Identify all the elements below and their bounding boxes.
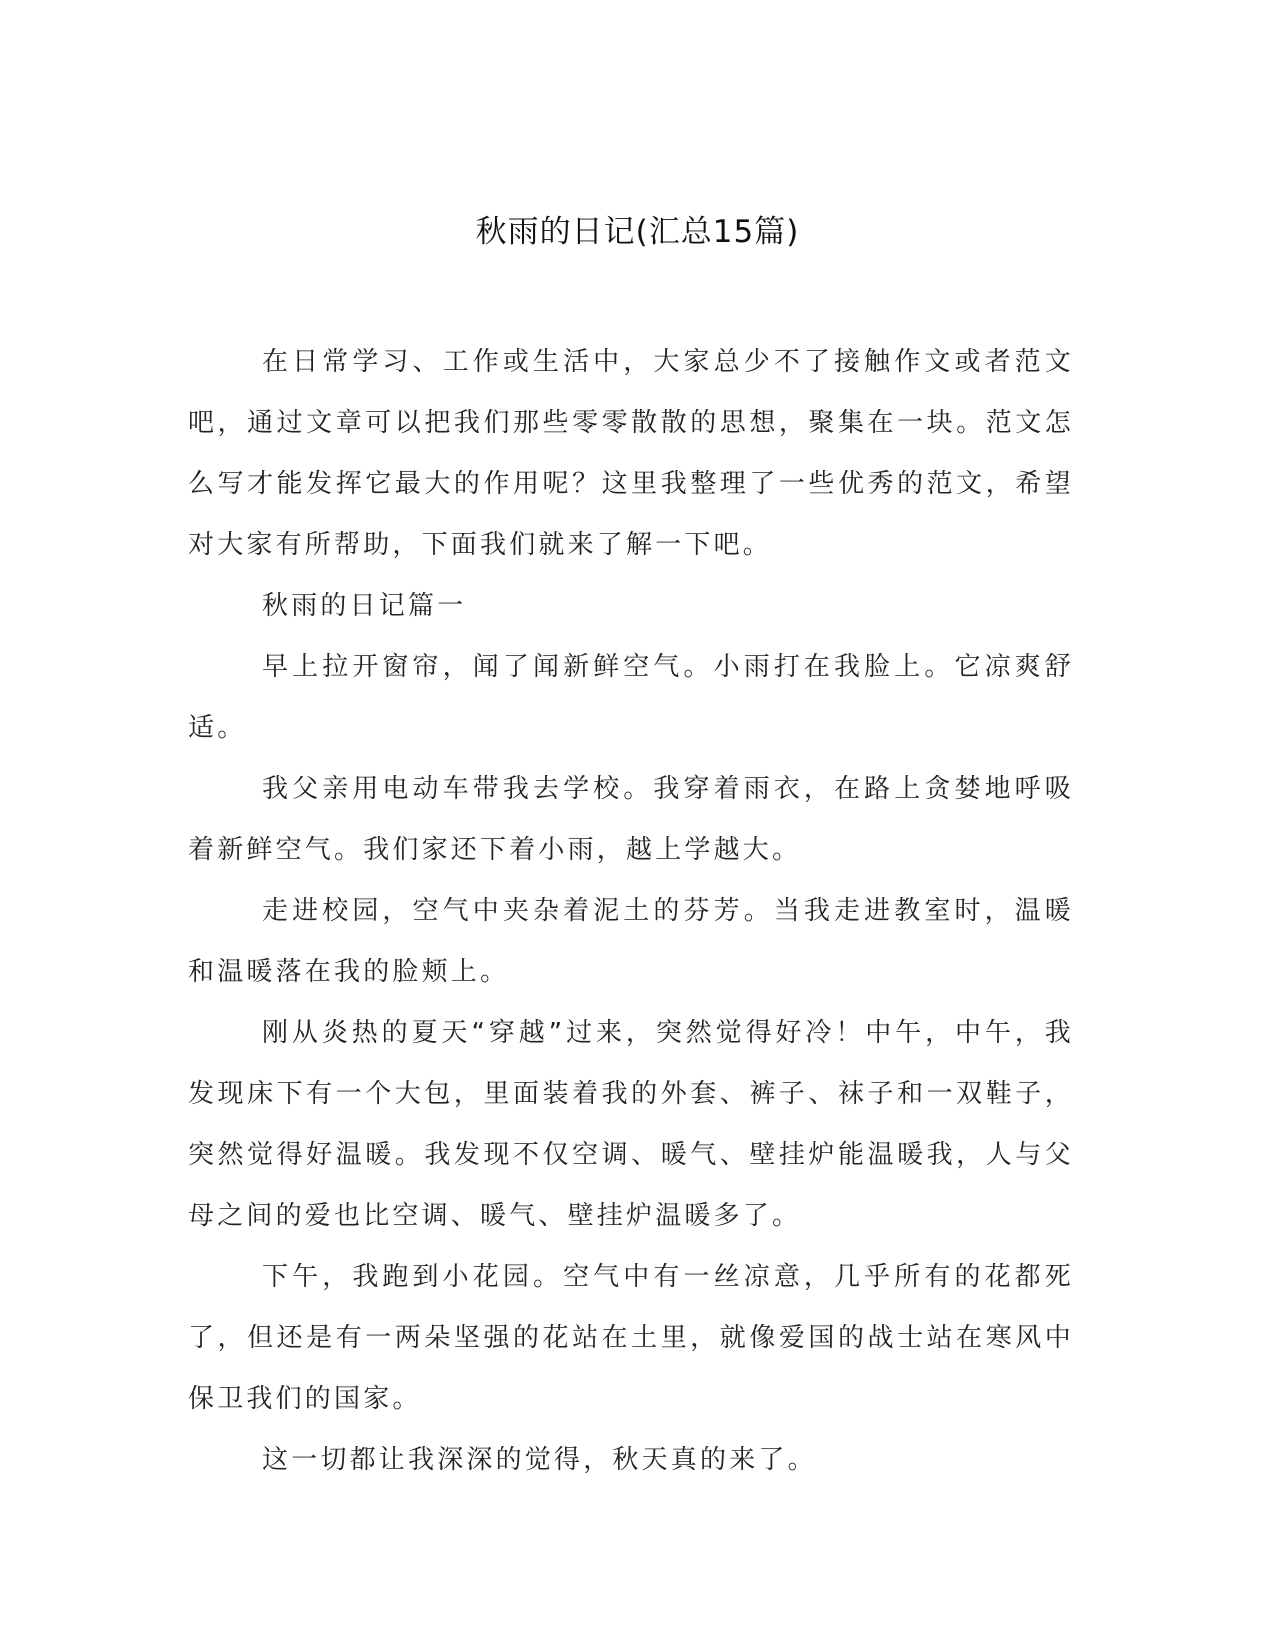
body-paragraph: 我父亲用电动车带我去学校。我穿着雨衣，在路上贪婪地呼吸着新鲜空气。我们家还下着小雨，越上学越大。 — [188, 774, 1074, 865]
body-paragraph: 下午，我跑到小花园。空气中有一丝凉意，几乎所有的花都死了，但还是有一两朵坚强的花站在土里，就像爱国的战士站在寒风中保卫我们的国家。 — [188, 1262, 1074, 1414]
document-body — [188, 332, 1074, 1491]
document-title: 秋雨的日记(汇总15篇) — [475, 214, 800, 250]
body-paragraph: 早上拉开窗帘，闻了闻新鲜空气。小雨打在我脸上。它凉爽舒适。 — [188, 652, 1074, 743]
intro-paragraph: 在日常学习、工作或生活中，大家总少不了接触作文或者范文吧，通过文章可以把我们那些零零散散的思想，聚集在一块。范文怎么写才能发挥它最大的作用呢？这里我整理了一些优秀的范文，希望对大家有所帮助，下面我们就来了解一下吧。 — [188, 347, 1074, 560]
body-paragraph: 刚从炎热的夏天“穿越”过来，突然觉得好冷！中午，中午，我发现床下有一个大包，里面装着我的外套、裤子、袜子和一双鞋子，突然觉得好温暖。我发现不仅空调、暖气、壁挂炉能温暖我，人与父母之间的爱也比空调、暖气、壁挂炉温暖多了。 — [188, 1018, 1074, 1231]
section-heading: 秋雨的日记篇一 — [262, 591, 467, 621]
body-paragraph: 走进校园，空气中夹杂着泥土的芬芳。当我走进教室时，温暖和温暖落在我的脸颊上。 — [188, 896, 1074, 987]
body-paragraph: 这一切都让我深深的觉得，秋天真的来了。 — [262, 1445, 817, 1475]
